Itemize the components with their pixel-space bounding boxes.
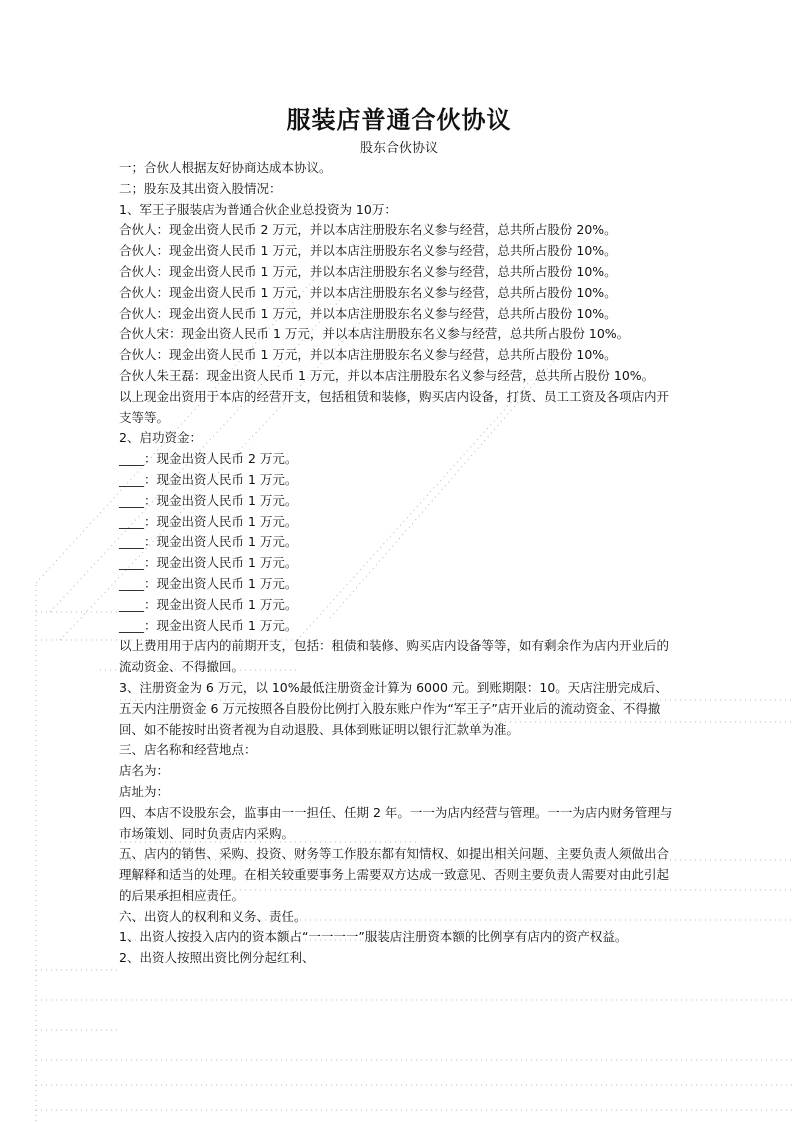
paragraph: 以上现金出资用于本店的经营开支，包括租赁和装修，购买店内设备，打货、员工工资及各项店内开支等等。 — [119, 388, 670, 425]
paragraph: ____：现金出资人民币 1 万元。 — [119, 575, 298, 591]
paragraph: 店址为： — [119, 783, 170, 799]
paragraph: ____：现金出资人民币 1 万元。 — [119, 596, 298, 612]
paragraph: 1、军王子服装店为普通合伙企业总投资为 10万： — [119, 201, 397, 217]
paragraph: ____：现金出资人民币 1 万元。 — [119, 555, 298, 571]
document-title: 服装店普通合伙协议 — [286, 105, 512, 134]
paragraph: 五、店内的销售、采购、投资、财务等工作股东都有知情权、如提出相关问题、主要负责人须做出合理解释和适当的处理。在相关较重要事务上需要双方达成一致意见、否则主要负责人需要对由此引起的后果承担相应责任。 — [119, 846, 670, 903]
paragraph: 二；股东及其出资入股情况： — [119, 180, 282, 196]
paragraph: ____：现金出资人民币 2 万元。 — [119, 451, 298, 467]
paragraph: 合伙人：现金出资人民币 1 万元，并以本店注册股东名义参与经营，总共所占股份 10%。 — [119, 305, 617, 321]
paragraph: 3、注册资金为 6 万元，以 10%最低注册资金计算为 6000 元。到账期限：10。天店注册完成后、五天内注册资金 6 万元按照各自股份比例打入股东账户作为“军王子”店开业后的流动资金、不得撤回、如不能按时出资者视为自动退股、具体到账证明以银行汇款单为准。 — [119, 679, 668, 737]
paragraph: 合伙人：现金出资人民币 1 万元，并以本店注册股东名义参与经营，总共所占股份 10%。 — [119, 243, 617, 259]
paragraph: 合伙人：现金出资人民币 1 万元，并以本店注册股东名义参与经营，总共所占股份 10%。 — [119, 284, 617, 300]
paragraph: 合伙人：现金出资人民币 2 万元，并以本店注册股东名义参与经营，总共所占股份 20%。 — [119, 222, 617, 238]
paragraph: 店名为： — [119, 763, 170, 779]
paragraph: 四、本店不设股东会，监事由一一担任、任期 2 年。一一为店内经营与管理。一一为店内财务管理与市场策划、同时负责店内采购。 — [119, 804, 673, 841]
paragraph: 2、启功资金： — [119, 430, 202, 446]
paragraph: 六、出资人的权利和义务、责任。 — [119, 908, 307, 924]
document-subtitle: 股东合伙协议 — [359, 141, 438, 156]
paragraph: 合伙人宋：现金出资人民币 1 万元，并以本店注册股东名义参与经营，总共所占股份 10%。 — [119, 326, 630, 342]
paragraph: 合伙人朱王磊：现金出资人民币 1 万元，并以本店注册股东名义参与经营，总共所占股份 10%。 — [119, 367, 655, 383]
paragraph: 三、店名称和经营地点： — [119, 742, 257, 758]
paragraph: ____：现金出资人民币 1 万元。 — [119, 471, 298, 487]
paragraph: 一；合伙人根据友好协商达成本协议。 — [119, 160, 332, 175]
document-body — [119, 158, 679, 969]
paragraph: 合伙人：现金出资人民币 1 万元，并以本店注册股东名义参与经营，总共所占股份 10%。 — [119, 263, 617, 279]
paragraph: ____：现金出资人民币 1 万元。 — [119, 513, 298, 529]
paragraph: ____：现金出资人民币 1 万元。 — [119, 617, 298, 633]
paragraph: 1、出资人按投入店内的资本额占“一一一一”服装店注册资本额的比例享有店内的资产权益。 — [119, 929, 628, 945]
paragraph: ____：现金出资人民币 1 万元。 — [119, 492, 298, 508]
paragraph: ____：现金出资人民币 1 万元。 — [119, 534, 298, 550]
paragraph: 合伙人：现金出资人民币 1 万元，并以本店注册股东名义参与经营，总共所占股份 10%。 — [119, 347, 617, 363]
paragraph: 2、出资人按照出资比例分起红利、 — [119, 950, 315, 966]
paragraph: 以上费用用于店内的前期开支，包括：租债和装修、购买店内设备等等，如有剩余作为店内开业后的流动资金、不得撤回。 — [119, 638, 670, 675]
